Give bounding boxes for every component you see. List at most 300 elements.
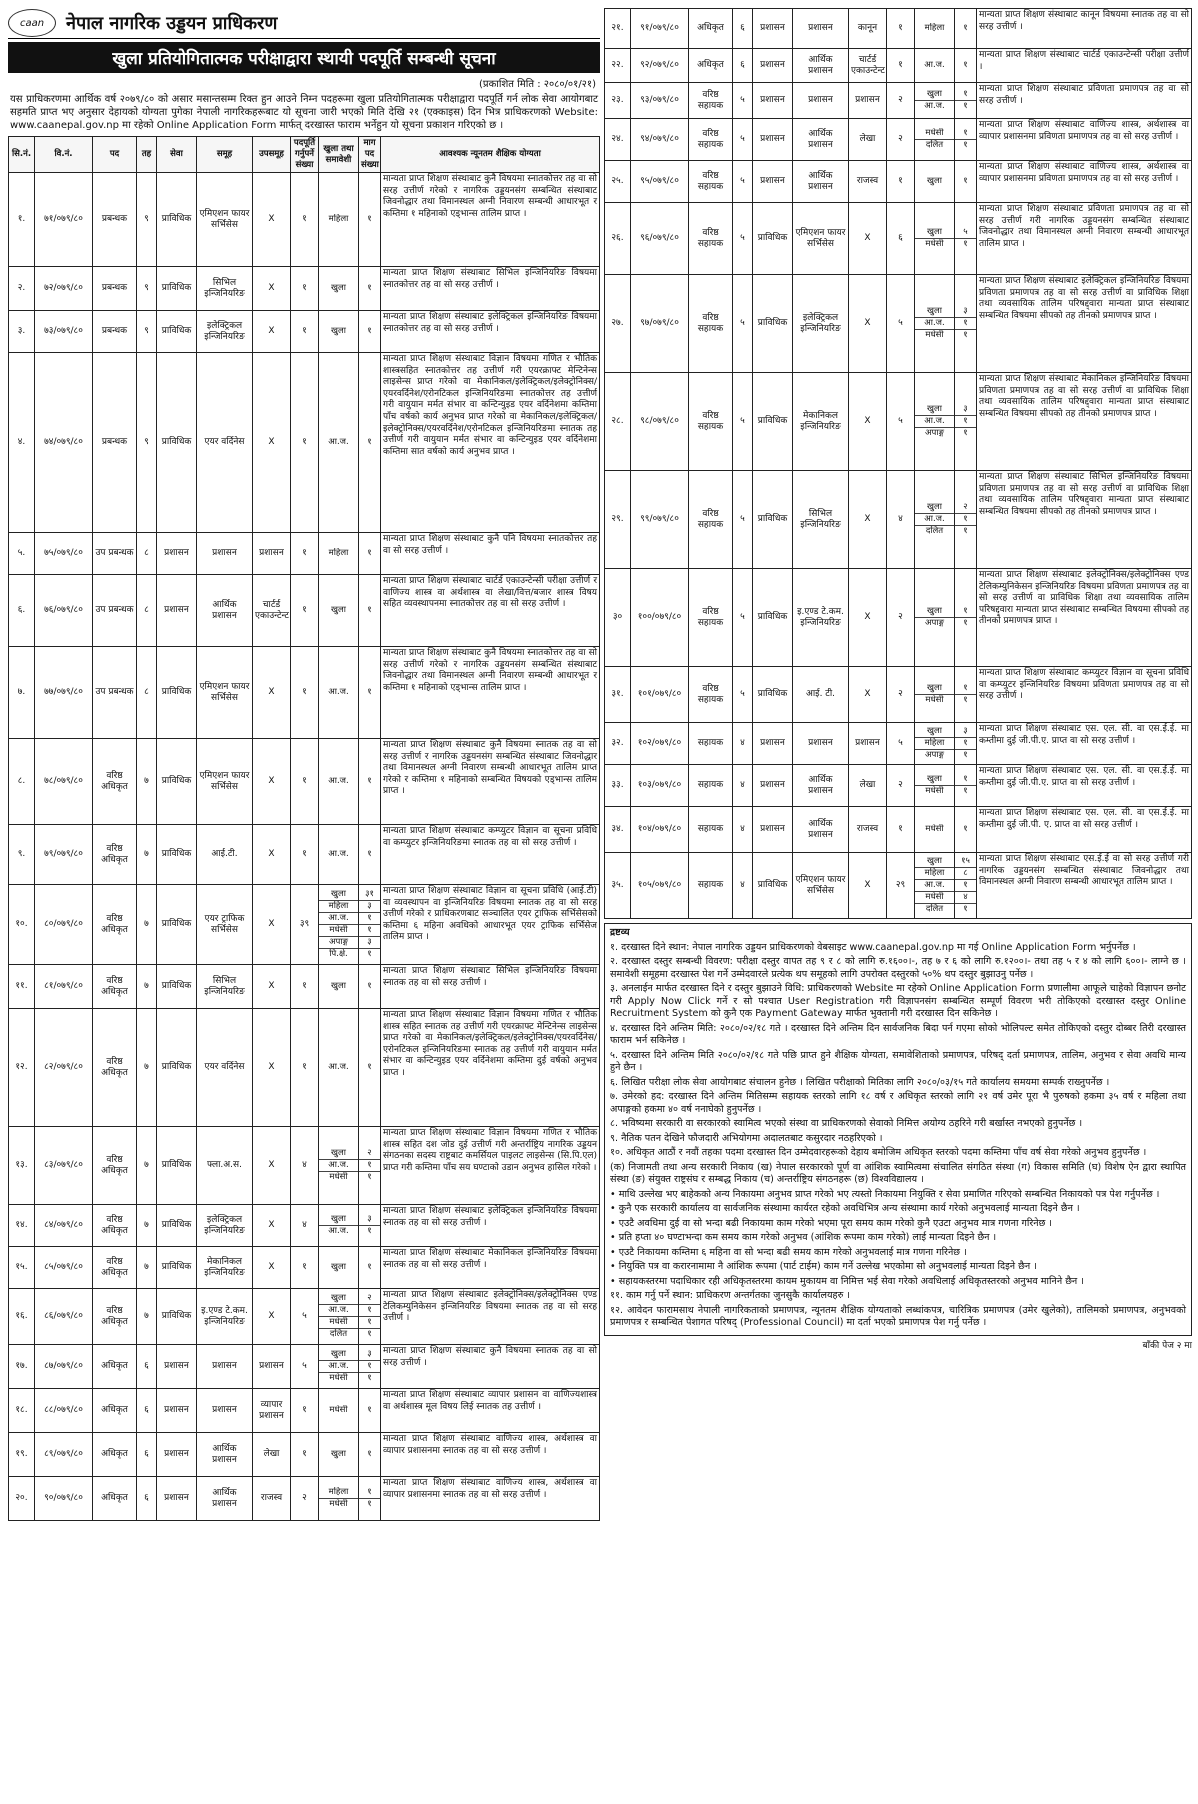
- count-value: १: [367, 214, 372, 224]
- cell-adv: १०४/०७९/८०: [631, 807, 689, 853]
- count-list: [955, 306, 976, 341]
- cell-level: ७: [137, 825, 157, 885]
- cell-adv: ८७/०७९/८०: [35, 1345, 93, 1389]
- cell-subgroup: X: [849, 203, 887, 275]
- cell-adv: ९२/०७९/८०: [631, 49, 689, 83]
- cell-group: आर्थिक प्रशासन: [197, 1477, 253, 1521]
- count-row: [955, 89, 976, 101]
- count-row: [955, 606, 976, 618]
- cell-count: [359, 1477, 381, 1521]
- cell-service: प्राविधिक: [753, 667, 793, 723]
- category-row: [319, 1405, 358, 1416]
- cell-subgroup: X: [849, 275, 887, 373]
- count-row: [955, 502, 976, 514]
- cell-service: प्रशासन: [753, 9, 793, 49]
- cell-level: ६: [137, 1477, 157, 1521]
- cell-post: उप प्रबन्धक: [93, 647, 137, 739]
- cell-group: एयर वर्दिनेस: [197, 353, 253, 533]
- cell-qualification: मान्यता प्राप्त शिक्षण संस्थाबाट इलेक्ट्रोनिक्स/इलेक्ट्रोनिक्स एण्ड टेलिकम्युनिकेसन इन्जिनियरिङ विषयमा स्नातक तह वा सो सरह उत्तीर्ण ।: [381, 1289, 600, 1345]
- count-list: [359, 1262, 380, 1273]
- category-row: [319, 548, 358, 559]
- cell-total: १: [291, 311, 319, 353]
- table-row: [9, 885, 600, 965]
- cell-total: ४: [291, 1205, 319, 1247]
- count-list: [955, 502, 976, 537]
- category-label: महिला: [319, 1487, 358, 1499]
- cell-qualification: मान्यता प्राप्त शिक्षण संस्थाबाट वाणिज्य शास्त्र, अर्थशास्त्र वा व्यापार प्रशासनमा प्रविणता प्रमाणपत्र तह वा सो सरह उत्तीर्ण ।: [977, 119, 1192, 161]
- note-item: ९. नैतिक पतन देखिने फौजदारी अभियोगमा अदालतबाट कसुरदार नठहरिएको ।: [610, 1132, 883, 1144]
- category-label: खुला: [915, 227, 954, 239]
- category-row: [319, 605, 358, 616]
- cell-adv: ८५/०७९/८०: [35, 1247, 93, 1289]
- vacancy-table-right: [604, 8, 1192, 919]
- count-value: ३: [359, 1214, 380, 1226]
- table-row: [9, 1205, 600, 1247]
- count-list: [955, 606, 976, 629]
- category-list: [915, 726, 954, 761]
- category-list: [319, 605, 358, 616]
- category-list: [319, 1214, 358, 1237]
- cell-service: प्रशासन: [753, 49, 793, 83]
- count-row: [955, 428, 976, 440]
- category-label: आ.ज.: [915, 416, 954, 428]
- count-row: [359, 1361, 380, 1373]
- cell-qualification: मान्यता प्राप्त शिक्षण संस्थाबाट मेकानिकल इन्जिनियरिङ विषयमा प्रविणता प्रमाणपत्र तह वा सो सरह उत्तीर्ण वा प्राविधिक शिक्षा तथा व्यवसायिक तालिम परिषद्द्वारा मान्यता प्राप्त संस्थाबाट सम्बन्धित विषयमा सीपको तह तीनको प्रमाणपत्र प्राप्त ।: [977, 373, 1192, 471]
- count-row: [359, 1062, 380, 1073]
- category-list: [915, 60, 954, 71]
- cell-subgroup: प्रशासन: [253, 1345, 291, 1389]
- cell-sn: ३३.: [605, 765, 631, 807]
- cell-group: आर्थिक प्रशासन: [197, 1433, 253, 1477]
- cell-level: ६: [733, 9, 753, 49]
- category-label: मधेसी: [925, 786, 944, 796]
- cell-sn: १९.: [9, 1433, 35, 1477]
- cell-adv: ९६/०७९/८०: [631, 203, 689, 275]
- cell-count: [359, 533, 381, 575]
- category-label: आ.ज.: [915, 880, 954, 892]
- category-label: मधेसी: [915, 892, 954, 904]
- column-header: सि.नं.: [9, 137, 35, 173]
- category-label: खुला: [915, 502, 954, 514]
- category-row: [915, 786, 954, 798]
- count-list: [359, 981, 380, 992]
- cell-level: ५: [733, 275, 753, 373]
- column-header: आवश्यक न्यूनतम शैक्षिक योग्यता: [381, 137, 600, 173]
- category-row: [319, 849, 358, 860]
- table-row: [605, 203, 1192, 275]
- count-row: [359, 901, 380, 913]
- cell-level: ८: [137, 533, 157, 575]
- cell-subgroup: X: [253, 1289, 291, 1345]
- cell-subgroup: व्यापार प्रशासन: [253, 1389, 291, 1433]
- count-row: [955, 750, 976, 762]
- cell-service: प्राविधिक: [157, 825, 197, 885]
- category-label: आ.ज.: [328, 849, 349, 859]
- count-value: १: [367, 1373, 372, 1383]
- cell-qualification: मान्यता प्राप्त शिक्षण संस्थाबाट कुनै विषयमा स्नातक तह वा सो सरह उत्तीर्ण ।: [381, 1345, 600, 1389]
- cell-adv: ९१/०७९/८०: [631, 9, 689, 49]
- category-row: [915, 526, 954, 538]
- note-item: ७. उमेरको हद: दरखास्त दिने अन्तिम मितिसम्म सहायक स्तरको लागि १८ वर्ष र अधिकृत स्तरको लागि २१ वर्ष उमेर पूरा भै पुरुषको हकमा ३५ वर्ष र महिला तथा अपाङ्गको हकमा ४० वर्ष ननाघेको हुनुपर्नेछ ।: [610, 1091, 1186, 1115]
- count-row: [359, 326, 380, 337]
- cell-level: ९: [137, 267, 157, 311]
- cell-adv: ७२/०७९/८०: [35, 267, 93, 311]
- cell-total: २९: [887, 853, 915, 919]
- category-label: खुला: [319, 1148, 358, 1160]
- cell-post: वरिष्ठ अधिकृत: [93, 1009, 137, 1127]
- cell-category: [915, 119, 955, 161]
- caan-logo: caan: [8, 9, 56, 37]
- count-value: ३१: [359, 889, 380, 901]
- column-header: पदपूर्ति गर्नुपर्ने संख्या: [291, 137, 319, 173]
- note-item: १०. अधिकृत आठौं र नवौं तहका पदमा दरखास्त दिन उम्मेदवारहरूको देहाय बमोजिम अधिकृत स्तरको पदमा कम्तिमा पाँच वर्ष सेवा गरेको अनुभव हुनुपर्नेछ ।: [610, 1147, 1147, 1158]
- cell-total: ६: [887, 203, 915, 275]
- count-row: [955, 618, 976, 630]
- cell-subgroup: X: [849, 667, 887, 723]
- count-value: १: [359, 1317, 380, 1329]
- cell-qualification: मान्यता प्राप्त शिक्षण संस्थाबाट इलेक्ट्रिकल इन्जिनियरिङ विषयमा स्नातकोत्तर तह वा सो सरह उत्तीर्ण ।: [381, 311, 600, 353]
- category-row: [319, 1305, 358, 1317]
- category-list: [915, 683, 954, 706]
- count-row: [359, 687, 380, 698]
- cell-qualification: मान्यता प्राप्त शिक्षण संस्थाबाट एस.ई.ई वा सो सरह उत्तीर्ण गरी नागरिक उड्डयनसंग सम्बन्धित संस्थाबाट जिवनोद्धार तथा विमानस्थल अग्नी निवारण सम्बन्धी आधारभूत तालिम प्राप्त ।: [977, 853, 1192, 919]
- count-value: १: [367, 283, 372, 293]
- cell-group: सिभिल इन्जिनियरिङ: [197, 965, 253, 1009]
- cell-count: [359, 1433, 381, 1477]
- category-row: [915, 824, 954, 835]
- cell-qualification: मान्यता प्राप्त शिक्षण संस्थाबाट चार्टर्ड एकाउन्टेन्सी परीक्षा उत्तीर्ण र वाणिज्य शास्त्र वा अर्थशास्त्र वा लेखा/वित्त/बजार शास्त्र विषय सहित व्यवस्थापनमा स्नातकोत्तर तह वा सो सरह उत्तीर्ण ।: [381, 575, 600, 647]
- category-list: [319, 214, 358, 225]
- cell-service: प्राविधिक: [753, 569, 793, 667]
- category-list: [915, 306, 954, 341]
- cell-group: फ्ला.अ.स.: [197, 1127, 253, 1205]
- count-row: [359, 889, 380, 901]
- cell-group: आर्थिक प्रशासन: [793, 161, 849, 203]
- category-list: [915, 176, 954, 187]
- category-label: खुला: [331, 1262, 346, 1272]
- table-row: [9, 1433, 600, 1477]
- count-row: [359, 1373, 380, 1385]
- cell-post: प्रबन्धक: [93, 311, 137, 353]
- category-row: [915, 23, 954, 34]
- column-header: समूह: [197, 137, 253, 173]
- category-list: [319, 776, 358, 787]
- count-value: २: [359, 1293, 380, 1305]
- category-list: [319, 849, 358, 860]
- category-label: आ.ज.: [328, 1062, 349, 1072]
- category-list: [915, 606, 954, 629]
- cell-level: ५: [733, 569, 753, 667]
- cell-service: प्रशासन: [157, 533, 197, 575]
- count-value: १: [963, 750, 968, 760]
- category-row: [319, 1349, 358, 1361]
- cell-level: ७: [137, 1127, 157, 1205]
- cell-total: १: [291, 965, 319, 1009]
- cell-qualification: मान्यता प्राप्त शिक्षण संस्थाबाट सिभिल इन्जिनियरिङ विषयमा प्रविणता प्रमाणपत्र तह वा सो सरह उत्तीर्ण वा प्राविधिक शिक्षा तथा व्यवसायिक तालिम परिषद्द्वारा मान्यता प्राप्त संस्थाबाट सम्बन्धित विषयमा सीपको तह तीनको प्रमाणपत्र प्राप्त ।: [977, 471, 1192, 569]
- category-row: [319, 1373, 358, 1385]
- category-row: [915, 750, 954, 762]
- category-row: [319, 687, 358, 698]
- cell-group: एयर ट्राफिक सर्भिसेस: [197, 885, 253, 965]
- category-label: अपाङ्ग: [319, 937, 358, 949]
- cell-service: प्रशासन: [157, 575, 197, 647]
- count-value: १: [963, 101, 968, 111]
- cell-adv: ८९/०७९/८०: [35, 1433, 93, 1477]
- column-header: तह: [137, 137, 157, 173]
- cell-level: ५: [733, 119, 753, 161]
- cell-level: ७: [137, 885, 157, 965]
- cell-post: वरिष्ठ सहायक: [689, 471, 733, 569]
- cell-adv: १०३/०७९/८०: [631, 765, 689, 807]
- category-row: [915, 856, 954, 868]
- column-header: खुला तथा समावेशी: [319, 137, 359, 173]
- cell-total: १: [291, 267, 319, 311]
- count-value: १५: [955, 856, 976, 868]
- count-list: [955, 404, 976, 439]
- count-value: १: [367, 548, 372, 558]
- count-list: [359, 849, 380, 860]
- table-row: [9, 647, 600, 739]
- cell-total: २: [887, 765, 915, 807]
- cell-subgroup: X: [253, 1009, 291, 1127]
- count-row: [955, 695, 976, 707]
- cell-service: प्राविधिक: [753, 373, 793, 471]
- count-row: [359, 1317, 380, 1329]
- table-row: [9, 575, 600, 647]
- count-list: [359, 1449, 380, 1460]
- category-label: खुला: [915, 606, 954, 618]
- cell-group: मेकानिकल इन्जिनियरिङ: [197, 1247, 253, 1289]
- cell-subgroup: लेखा: [253, 1433, 291, 1477]
- table-row: [9, 1345, 600, 1389]
- cell-category: [319, 1345, 359, 1389]
- category-row: [319, 1148, 358, 1160]
- count-row: [359, 1148, 380, 1160]
- cell-group: प्रशासन: [197, 533, 253, 575]
- cell-subgroup: X: [253, 885, 291, 965]
- category-label: मधेसी: [925, 824, 944, 834]
- category-label: दलित: [925, 526, 944, 536]
- cell-sn: २.: [9, 267, 35, 311]
- count-row: [359, 1293, 380, 1305]
- count-row: [955, 101, 976, 113]
- table-row: [605, 569, 1192, 667]
- category-list: [915, 404, 954, 439]
- count-row: [955, 824, 976, 835]
- table-row: [9, 1389, 600, 1433]
- cell-post: प्रबन्धक: [93, 267, 137, 311]
- cell-sn: ८.: [9, 739, 35, 825]
- cell-total: १: [291, 647, 319, 739]
- table-row: [605, 161, 1192, 203]
- cell-sn: २७.: [605, 275, 631, 373]
- cell-total: ५: [887, 275, 915, 373]
- cell-sn: २६.: [605, 203, 631, 275]
- count-value: १: [367, 1405, 372, 1415]
- cell-service: प्रशासन: [157, 1345, 197, 1389]
- category-row: [915, 726, 954, 738]
- count-list: [359, 687, 380, 698]
- cell-group: प्रशासन: [793, 83, 849, 119]
- count-row: [359, 1226, 380, 1238]
- cell-service: प्राविधिक: [157, 353, 197, 533]
- category-list: [319, 1487, 358, 1510]
- category-label: आ.ज.: [319, 1305, 358, 1317]
- note-item: ५. दरखास्त दिने अन्तिम मिति २०८०/०२/१८ गते पछि प्राप्त हुने शैक्षिक योग्यता, समावेशिताको प्रमाणपत्र, परिषद् दर्ता प्रमाणपत्र, तालिम, अनुभव र सेवा अवधि मान्य हुने छैन ।: [610, 1049, 1186, 1073]
- note-item: २. दरखास्त दस्तुर सम्बन्धी विवरण: परीक्षा दस्तुर वापत तह ९ र ८ को लागि रु.१६००।-, तह ७ र ६ को लागि रु.१२००।- तथा तह ५ र ४ को लागि ६००।- लाग्ने छ । समावेशी समूहमा दरखास्त पेश गर्ने उम्मेदवारले प्रत्येक थप समूहको लागि उपरोक्त दस्तुरको ५०% थप दस्तुर बुझाउनु पर्नेछ ।: [610, 956, 1186, 980]
- table-row: [605, 667, 1192, 723]
- count-value: ८: [955, 868, 976, 880]
- cell-count: [955, 723, 977, 765]
- cell-group: एमिएशन फायर सर्भिसेस: [793, 853, 849, 919]
- cell-post: उप प्रबन्धक: [93, 575, 137, 647]
- cell-sn: २८.: [605, 373, 631, 471]
- cell-category: [319, 1389, 359, 1433]
- note-item: • एउटै निकायमा कम्तिमा ६ महिना वा सो भन्दा बढी समय काम गरेको अनुभवलाई मात्र गणना गरिनेछ ।: [610, 1246, 967, 1258]
- category-row: [915, 428, 954, 440]
- cell-subgroup: राजस्व: [849, 161, 887, 203]
- cell-qualification: मान्यता प्राप्त शिक्षण संस्थाबाट कुनै विषयमा स्नातकोत्तर तह वा सो सरह उत्तीर्ण गरेको र नागरिक उड्डयनसंग सम्बन्धित संस्थाबाट जिवनोद्धार तथा विमानस्थल अग्नी निवारण सम्बन्धी आधारभूत र कम्तिमा १ महिनाको एड्भान्स तालिम प्राप्त ।: [381, 173, 600, 267]
- cell-count: [359, 311, 381, 353]
- category-row: [915, 868, 954, 880]
- count-row: [955, 526, 976, 538]
- category-label: खुला: [927, 176, 942, 186]
- cell-qualification: मान्यता प्राप्त शिक्षण संस्थाबाट कानून विषयमा स्नातक तह वा सो सरह उत्तीर्ण ।: [977, 9, 1192, 49]
- category-list: [319, 1262, 358, 1273]
- category-label: मधेसी: [329, 1373, 348, 1383]
- cell-adv: ७९/०७९/८०: [35, 825, 93, 885]
- category-list: [915, 502, 954, 537]
- cell-group: इलेक्ट्रिकल इन्जिनियरिङ: [197, 1205, 253, 1247]
- category-label: आ.ज.: [924, 101, 945, 111]
- count-row: [359, 925, 380, 937]
- cell-category: [915, 275, 955, 373]
- count-list: [359, 1148, 380, 1183]
- cell-adv: ७५/०७९/८०: [35, 533, 93, 575]
- cell-adv: ७४/०७९/८०: [35, 353, 93, 533]
- count-value: १: [963, 140, 968, 150]
- cell-group: सिभिल इन्जिनियरिङ: [793, 471, 849, 569]
- cell-qualification: मान्यता प्राप्त शिक्षण संस्थाबाट व्यापार प्रशासन वा वाणिज्यशास्त्र वा अर्थशास्त्र मूल विषय लिई स्नातक तह उत्तीर्ण ।: [381, 1389, 600, 1433]
- cell-post: वरिष्ठ सहायक: [689, 203, 733, 275]
- cell-service: प्राविधिक: [157, 1205, 197, 1247]
- cell-group: इ.एण्ड टे.कम. इन्जिनियरिङ: [793, 569, 849, 667]
- note-item: १२. आवेदन फारामसाथ नेपाली नागरिकताको प्रमाणपत्र, न्यूनतम शैक्षिक योग्यताको लब्धांकपत्र, चारित्रिक प्रमाणपत्र (उमेर खुलेको), तालिमको प्रमाणपत्र, अनुभवको प्रमाणपत्र र सम्बन्धित पेशागत परिषद् (Professional Council) मा दर्ता भएको प्रमाणपत्र पेश गर्नु पर्नेछ ।: [610, 1304, 1186, 1328]
- count-row: [955, 786, 976, 798]
- cell-adv: ८३/०७९/८०: [35, 1127, 93, 1205]
- cell-group: एमिएशन फायर सर्भिसेस: [793, 203, 849, 275]
- category-row: [915, 60, 954, 71]
- count-list: [955, 683, 976, 706]
- cell-total: ५: [291, 1289, 319, 1345]
- category-label: आ.ज.: [328, 1226, 349, 1236]
- cell-sn: २४.: [605, 119, 631, 161]
- cell-count: [359, 353, 381, 533]
- count-list: [955, 774, 976, 797]
- vacancy-table-left: [8, 136, 600, 1521]
- cell-total: २: [887, 667, 915, 723]
- count-value: १: [359, 1305, 380, 1317]
- category-row: [915, 606, 954, 618]
- category-row: [915, 239, 954, 251]
- cell-service: प्राविधिक: [157, 885, 197, 965]
- cell-total: १: [291, 1433, 319, 1477]
- category-row: [319, 1499, 358, 1511]
- cell-post: वरिष्ठ अधिकृत: [93, 885, 137, 965]
- cell-service: प्रशासन: [753, 161, 793, 203]
- category-label: खुला: [915, 306, 954, 318]
- count-row: [359, 981, 380, 992]
- cell-qualification: मान्यता प्राप्त शिक्षण संस्थाबाट एस. एल. सी. वा एस.ई.ई. मा कम्तीमा दुई जी.पी.ए. प्राप्त वा सो सरह उत्तीर्ण ।: [977, 765, 1192, 807]
- count-row: [955, 227, 976, 239]
- category-row: [319, 1062, 358, 1073]
- category-row: [319, 981, 358, 992]
- cell-category: [319, 1009, 359, 1127]
- count-row: [955, 23, 976, 34]
- category-list: [319, 1062, 358, 1073]
- cell-subgroup: X: [253, 1247, 291, 1289]
- table-row: [9, 311, 600, 353]
- note-item: ४. दरखास्त दिने अन्तिम मिति: २०८०/०२/१८ गते । दरखास्त दिने अन्तिम दिन सार्वजनिक बिदा पर्न गएमा सोको भोलिपल्ट समेत तोकिएको दस्तुर दोब्बर तिरी दरखास्त फाराम भर्न सकिनेछ ।: [610, 1022, 1186, 1046]
- table-row: [605, 471, 1192, 569]
- cell-qualification: मान्यता प्राप्त शिक्षण संस्थाबाट प्रविणता प्रमाणपत्र तह वा सो सरह उत्तीर्ण ।: [977, 83, 1192, 119]
- cell-post: अधिकृत: [689, 49, 733, 83]
- cell-adv: ९४/०७९/८०: [631, 119, 689, 161]
- note-item: (क) निजामती तथा अन्य सरकारी निकाय (ख) नेपाल सरकारको पूर्ण वा आंशिक स्वामित्वमा संचालित संगठित संस्था (ग) विकास समिति (घ) विशेष ऐन द्वारा स्थापित संस्था (ङ) संयुक्त राष्ट्रसंघ र सम्बद्ध निकाय (च) अन्तर्राष्ट्रिय संगठनहरू (छ) विश्वविद्यालय ।: [610, 1161, 1186, 1185]
- count-value: १: [367, 605, 372, 615]
- count-value: १: [963, 786, 968, 796]
- count-row: [955, 514, 976, 526]
- cell-category: [915, 83, 955, 119]
- cell-adv: ८०/०७९/८०: [35, 885, 93, 965]
- count-value: १: [367, 1226, 372, 1236]
- count-list: [359, 1405, 380, 1416]
- count-row: [955, 868, 976, 880]
- cell-level: ७: [137, 1009, 157, 1127]
- cell-group: प्रशासन: [793, 723, 849, 765]
- cell-total: १: [887, 49, 915, 83]
- count-list: [955, 726, 976, 761]
- count-row: [955, 904, 976, 916]
- cell-qualification: मान्यता प्राप्त शिक्षण संस्थाबाट कुनै विषयमा स्नातक तह वा सो सरह उत्तीर्ण र नागरिक उड्डयनसंग सम्बन्धित संस्थाबाट जिवनोद्धार तथा विमानस्थल अग्नी निवारण सम्बन्धी आधारभूत तालिम प्राप्त गरेको र कम्तिमा १ महिनाको सम्बन्धित विषयको एड्भान्स तालिम प्राप्त ।: [381, 739, 600, 825]
- count-row: [955, 880, 976, 892]
- cell-group: इलेक्ट्रिकल इन्जिनियरिङ: [793, 275, 849, 373]
- count-value: १: [963, 428, 968, 438]
- cell-total: १: [291, 1009, 319, 1127]
- cell-subgroup: X: [253, 1127, 291, 1205]
- cell-total: १: [291, 533, 319, 575]
- cell-count: [955, 471, 977, 569]
- category-row: [319, 776, 358, 787]
- cell-group: एमिएशन फायर सर्भिसेस: [197, 647, 253, 739]
- cell-total: १: [291, 1389, 319, 1433]
- category-row: [319, 1262, 358, 1273]
- cell-sn: १५.: [9, 1247, 35, 1289]
- count-row: [359, 776, 380, 787]
- category-row: [319, 326, 358, 337]
- cell-count: [359, 1389, 381, 1433]
- header: [8, 8, 600, 39]
- cell-sn: ७.: [9, 647, 35, 739]
- category-row: [915, 904, 954, 916]
- category-row: [915, 101, 954, 113]
- count-value: १: [367, 687, 372, 697]
- cell-count: [359, 1289, 381, 1345]
- count-row: [955, 738, 976, 750]
- count-value: १: [955, 89, 976, 101]
- cell-count: [955, 161, 977, 203]
- cell-adv: ७३/०७९/८०: [35, 311, 93, 353]
